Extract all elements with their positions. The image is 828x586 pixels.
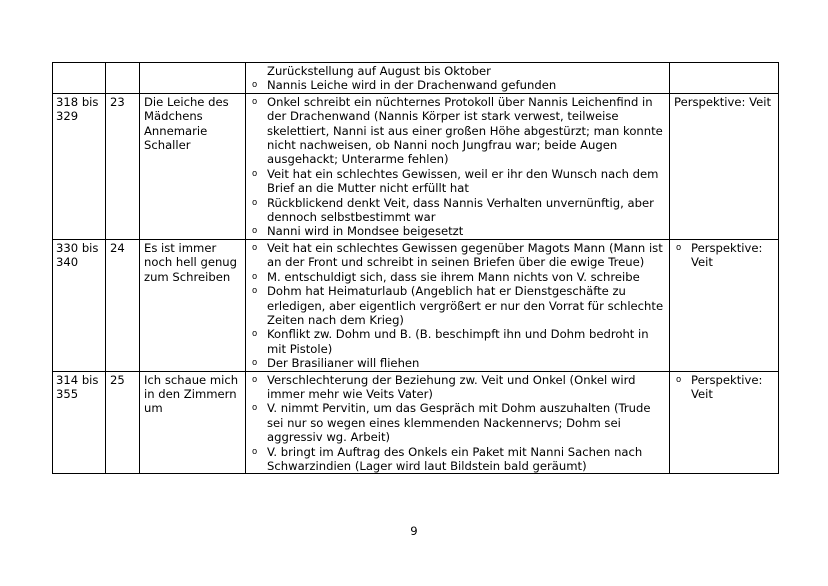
page-range-cell: 330 bis 340	[53, 239, 106, 371]
chapter-number-cell: 24	[106, 239, 140, 371]
page-number: 9	[410, 524, 418, 538]
page-range-cell: 318 bis 329	[53, 93, 106, 239]
content-summary-cell	[246, 63, 670, 94]
notes-cell	[670, 63, 779, 94]
summary-bullet-item: o Dohm hat Heimaturlaub (Angeblich hat er Dienstgeschäfte zu erledigen, aber eigentlich vergrößert er nur den Vorrat für schlechte Zeiten nach dem Krieg)	[250, 284, 665, 327]
content-summary-cell	[246, 93, 670, 239]
table-row	[53, 93, 779, 239]
notes-text: Perspektive: Veit	[674, 94, 772, 109]
summary-bullet-item: o Veit hat ein schlechtes Gewissen, weil er ihr den Wunsch nach dem Brief an die Mutter nicht erfüllt hat	[250, 167, 665, 196]
chapter-number-cell: 23	[106, 93, 140, 239]
notes-bullet-item: o Perspektive: Veit	[674, 373, 774, 402]
summary-bullet-item: o Nannis Leiche wird in der Drachenwand gefunden	[250, 78, 665, 92]
chapter-title-cell: Die Leiche des Mädchens Annemarie Schaller	[140, 93, 246, 239]
notes-cell	[670, 239, 779, 371]
notes-cell	[670, 93, 779, 239]
chapter-number-cell: 25	[106, 371, 140, 474]
summary-bullet-list	[250, 64, 665, 93]
page-range-cell	[53, 63, 106, 94]
notes-cell	[670, 371, 779, 474]
summary-table	[52, 62, 779, 474]
notes-bullet-list	[674, 373, 774, 402]
summary-bullet-item: o Konflikt zw. Dohm und B. (B. beschimpft ihn und Dohm bedroht in mit Pistole)	[250, 327, 665, 356]
chapter-title-cell	[140, 63, 246, 94]
summary-bullet-item: o Onkel schreibt ein nüchternes Protokoll über Nannis Leichenfind in der Drachenwand (Nannis Körper ist stark verwest, teilweise skelettiert, Nanni ist aus einer großen Höhe abgestürzt; man konnte nicht nachweisen, ob Nanni noch Jungfrau war; beide Augen ausgehackt; Unterarme fehlen)	[250, 95, 665, 167]
summary-bullet-item: Zurückstellung auf August bis Oktober	[267, 64, 491, 78]
summary-bullet-item: o Verschlechterung der Beziehung zw. Veit und Onkel (Onkel wird immer mehr wie Veits Vater)	[250, 373, 665, 402]
summary-bullet-item: o Veit hat ein schlechtes Gewissen gegenüber Magots Mann (Mann ist an der Front und schreibt in seinen Briefen über die ewige Treue)	[250, 241, 665, 270]
page-range-cell: 314 bis 355	[53, 371, 106, 474]
notes-bullet-list	[674, 241, 774, 270]
summary-bullet-list	[250, 241, 665, 371]
summary-bullet-list	[250, 373, 665, 474]
content-summary-cell	[246, 371, 670, 474]
chapter-title-cell: Ich schaue mich in den Zimmern um	[140, 371, 246, 474]
table-row	[53, 371, 779, 474]
content-summary-cell	[246, 239, 670, 371]
summary-bullet-item: o M. entschuldigt sich, dass sie ihrem Mann nichts von V. schreibe	[250, 270, 665, 284]
chapter-title-cell: Es ist immer noch hell genug zum Schreiben	[140, 239, 246, 371]
notes-bullet-item: o Perspektive: Veit	[674, 241, 774, 270]
summary-bullet-item: o Rückblickend denkt Veit, dass Nannis Verhalten unvernünftig, aber dennoch selbstbestimmt war	[250, 196, 665, 225]
summary-bullet-item: o Nanni wird in Mondsee beigesetzt	[250, 224, 665, 238]
summary-bullet-item: o V. bringt im Auftrag des Onkels ein Paket mit Nanni Sachen nach Schwarzindien (Lager wird laut Bildstein bald geräumt)	[250, 445, 665, 474]
summary-table-body	[53, 63, 779, 474]
table-row	[53, 239, 779, 371]
summary-bullet-item: o Der Brasilianer will fliehen	[250, 356, 665, 370]
chapter-number-cell	[106, 63, 140, 94]
summary-bullet-item: o V. nimmt Pervitin, um das Gespräch mit Dohm auszuhalten (Trude sei nur so wegen eines klemmenden Nackennervs; Dohm sei aggressiv wg. Arbeit)	[250, 401, 665, 444]
table-row	[53, 63, 779, 94]
summary-bullet-list	[250, 95, 665, 239]
